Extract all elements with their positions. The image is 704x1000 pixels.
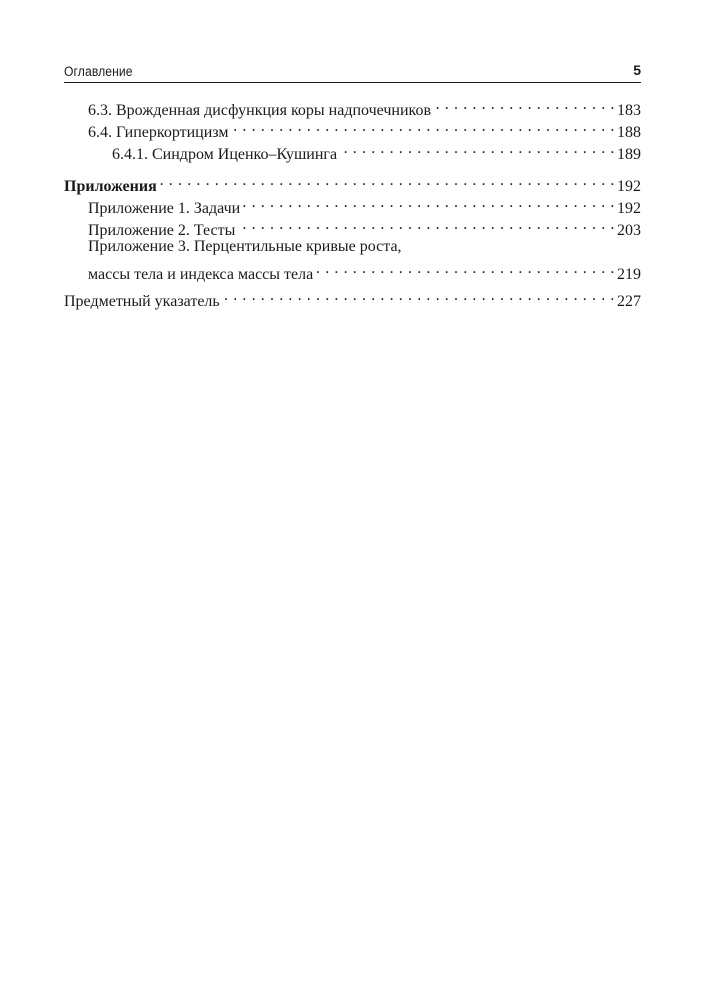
toc-entry-label: 6.4. Гиперкортицизм	[88, 124, 229, 141]
toc-entry-label: Приложения	[64, 178, 157, 195]
toc-entry-page: 183	[617, 102, 641, 119]
document-page	[64, 0, 641, 1000]
toc-entry-page: 192	[617, 200, 641, 217]
toc-entry-appendix-1[interactable]	[88, 193, 641, 217]
toc-entry-label: 6.4.1. Синдром Иценко–Кушинга	[112, 146, 338, 163]
toc-entry-subject-index[interactable]	[64, 286, 641, 310]
toc-entry-page: 189	[617, 146, 641, 163]
toc-entry-page: 188	[617, 124, 641, 141]
toc-leader-dots	[316, 259, 615, 279]
toc-entry-appendix-2[interactable]	[88, 215, 641, 239]
running-head	[64, 62, 641, 83]
toc-leader-dots	[160, 171, 615, 191]
toc-entry-appendix-3[interactable]	[88, 259, 641, 283]
toc-entry-label: 6.3. Врожденная дисфункция коры надпочечников	[88, 102, 432, 119]
toc-entry-appendix-3-line1[interactable]: Приложение 3. Перцентильные кривые роста,	[88, 238, 402, 255]
toc-entry-page: 192	[617, 178, 641, 195]
toc-entry-page: 203	[617, 222, 641, 239]
toc-entry-6-4-1[interactable]	[112, 139, 641, 163]
toc-entry-6-3[interactable]	[88, 95, 641, 119]
toc-entry-label: Приложение 2. Тесты	[88, 222, 236, 239]
toc-leader-dots	[243, 193, 615, 213]
toc-entry-appendices[interactable]	[64, 171, 641, 195]
toc-entry-label: Приложение 1. Задачи	[88, 200, 241, 217]
toc-entry-label: Предметный указатель	[64, 293, 220, 310]
toc-entry-6-4[interactable]	[88, 117, 641, 141]
running-head-title: Оглавление	[64, 64, 133, 79]
page-number: 5	[633, 62, 641, 78]
toc-entry-page: 227	[617, 293, 641, 310]
toc-leader-dots	[232, 117, 615, 137]
toc-leader-dots	[238, 215, 615, 235]
toc-entry-page: 219	[617, 266, 641, 283]
toc-leader-dots	[340, 139, 615, 159]
toc-entry-label: массы тела и индекса массы тела	[88, 266, 314, 283]
toc-leader-dots	[434, 95, 615, 115]
toc-leader-dots	[223, 286, 615, 306]
